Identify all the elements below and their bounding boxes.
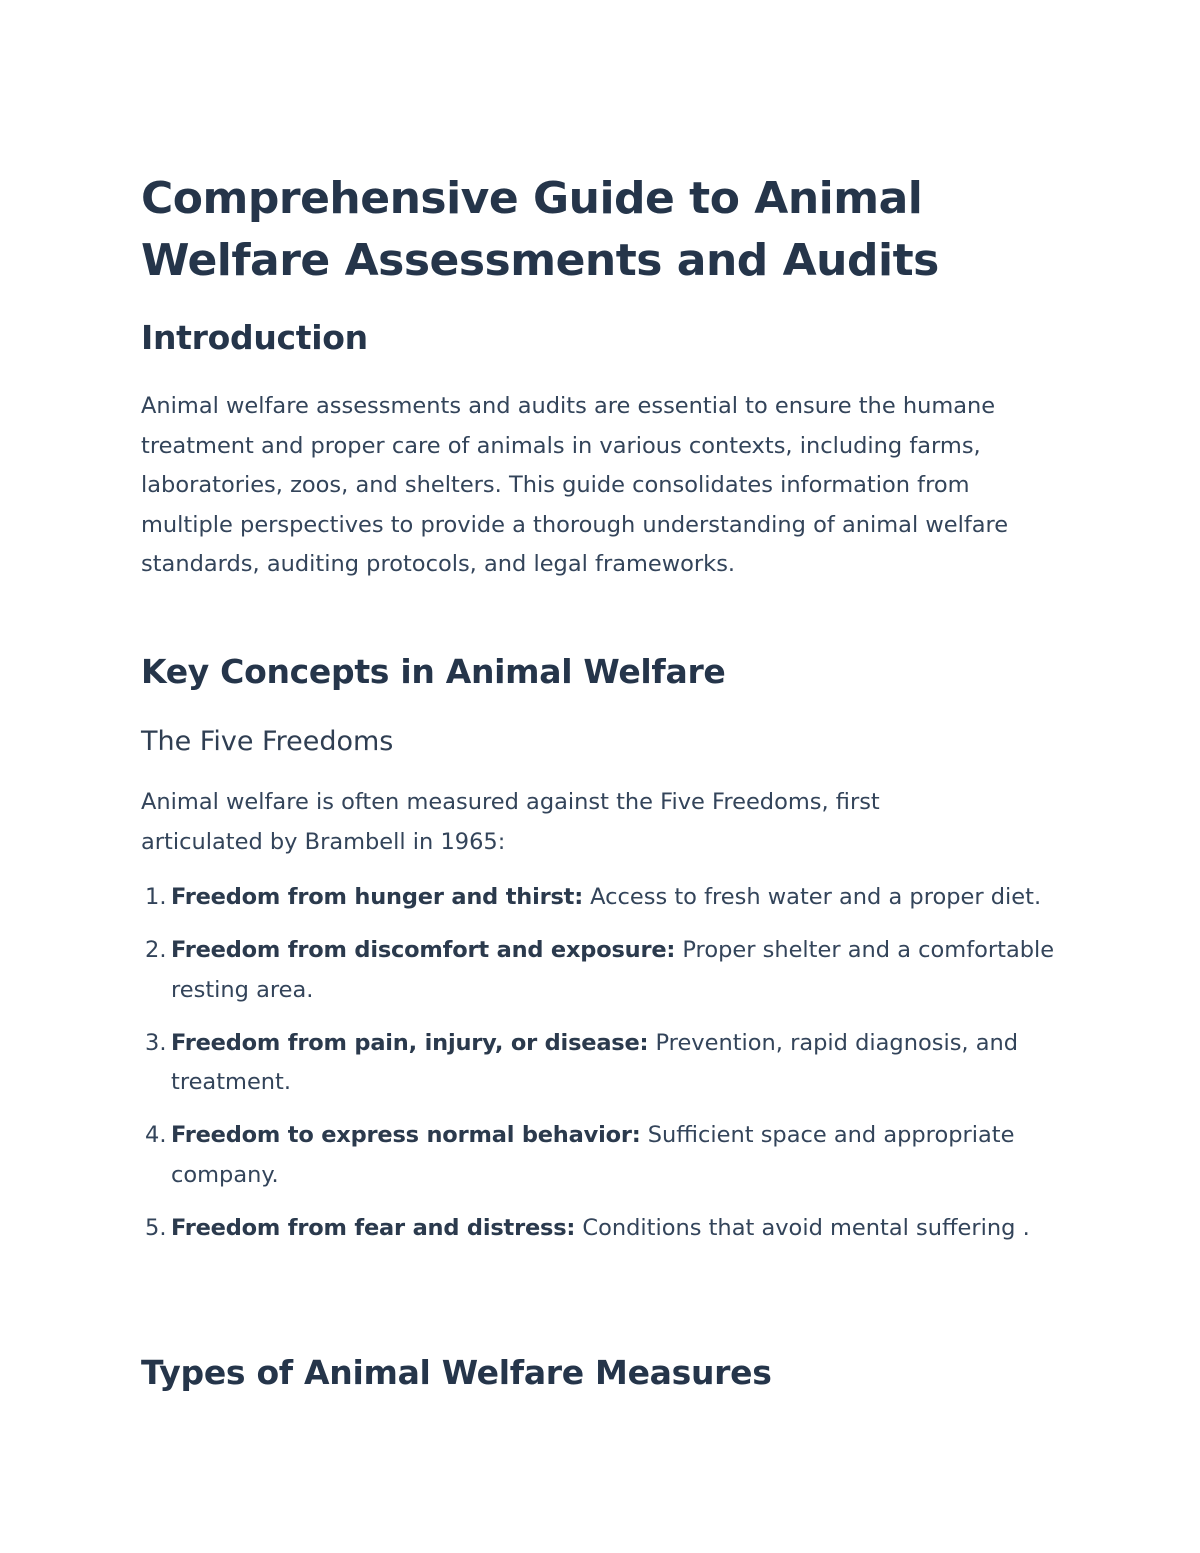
list-item (141, 1116, 1061, 1195)
introduction-paragraph: Animal welfare assessments and audits are essential to ensure the humane treatment and proper care of animals in various contexts, including farms, laboratories, zoos, and shelters. This guide consolidates information from multiple perspectives to provide a thorough understanding of animal welfare standards, auditing protocols, and legal frameworks. (141, 393, 1009, 577)
list-item-text: Conditions that avoid mental suffering . (575, 1214, 1030, 1241)
list-item-number: 2. (145, 937, 167, 963)
list-item-text: Sufficient space and appropriate company. (171, 1122, 1015, 1188)
list-item-text: Prevention, rapid diagnosis, and treatment. (171, 1029, 1019, 1095)
list-item-term: Freedom to express normal behavior: (171, 1122, 641, 1148)
list-item-term: Freedom from fear and distress: (171, 1214, 576, 1241)
five-freedoms-list (141, 878, 1061, 1262)
list-item (141, 1024, 1061, 1103)
document-title: Comprehensive Guide to Animal Welfare Assessments and Audits (141, 173, 939, 286)
subheading-five-freedoms: The Five Freedoms (141, 726, 394, 757)
section-heading-key-concepts: Key Concepts in Animal Welfare (141, 652, 726, 691)
list-item-term: Freedom from discomfort and exposure: (171, 937, 676, 963)
list-item-term: Freedom from hunger and thirst: (171, 884, 584, 910)
list-item-number: 4. (145, 1122, 167, 1148)
list-item (141, 1209, 1061, 1249)
list-item-text: Proper shelter and a comfortable resting area. (171, 937, 1055, 1003)
list-item-term: Freedom from pain, injury, or disease: (171, 1029, 649, 1056)
list-item-number: 1. (145, 884, 167, 910)
five-freedoms-intro: Animal welfare is often measured against the Five Freedoms, first articulated by Brambell in 1965: (141, 789, 880, 855)
list-item-number: 3. (145, 1029, 167, 1056)
list-item-number: 5. (145, 1214, 167, 1241)
list-item-text: Access to fresh water and a proper diet. (583, 884, 1042, 910)
section-heading-introduction: Introduction (141, 318, 368, 357)
list-item (141, 878, 1061, 918)
section-heading-types-of-measures: Types of Animal Welfare Measures (141, 1353, 772, 1392)
list-item (141, 931, 1061, 1010)
